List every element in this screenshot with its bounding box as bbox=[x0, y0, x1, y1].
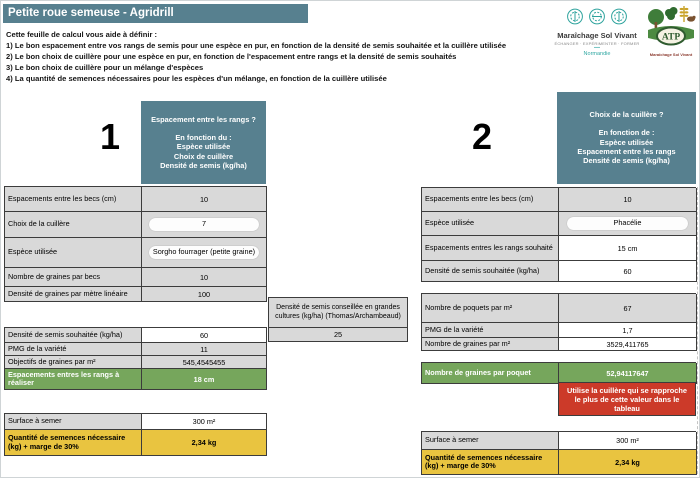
section2-input-table bbox=[421, 187, 696, 282]
row-value: 10 bbox=[142, 268, 267, 287]
densite-input[interactable]: 60 bbox=[142, 328, 267, 343]
result-label: Nombre de graines par poquet bbox=[422, 363, 559, 384]
row-label: Nombre de graines par becs bbox=[5, 268, 142, 287]
msv-logo-icon bbox=[565, 8, 629, 25]
row-label: Surface à semer bbox=[5, 414, 142, 430]
row-label: PMG de la variété bbox=[5, 343, 142, 356]
espacement-input[interactable]: 15 cm bbox=[559, 236, 697, 261]
row-label: Nombre de graines par m² bbox=[422, 338, 559, 351]
row-label: Espèce utilisée bbox=[422, 212, 559, 236]
section2-factor: Densité de semis (kg/ha) bbox=[583, 156, 670, 166]
sheet-title: Petite roue semeuse - Agridrill bbox=[3, 4, 308, 23]
intro-block bbox=[6, 31, 536, 86]
row-value: 100 bbox=[142, 287, 267, 302]
row-label: Densité de semis souhaitée (kg/ha) bbox=[422, 261, 559, 282]
row-label: Choix de la cuillère bbox=[5, 212, 142, 238]
msv-logo-region: Normandie bbox=[583, 51, 611, 57]
quantity-value: 2,34 kg bbox=[559, 450, 697, 475]
advice-note: Densité de semis conseillée en grandes cultures (kg/ha) (Thomas/Archambeaud) bbox=[268, 297, 408, 328]
quantity-label: Quantité de semences nécessaire (kg) + marge de 30% bbox=[5, 430, 142, 456]
print-area-edge bbox=[697, 187, 698, 474]
section1-factor: Choix de cuillère bbox=[173, 151, 234, 161]
section1-header-box bbox=[141, 101, 266, 184]
section1-number: 1 bbox=[100, 116, 121, 157]
section2-number: 2 bbox=[472, 116, 493, 157]
row-label: Espacements entre les becs (cm) bbox=[5, 187, 142, 212]
section2-basis: En fonction de : bbox=[598, 128, 655, 138]
row-label: Objectifs de graines par m² bbox=[5, 356, 142, 369]
advice-value: 25 bbox=[268, 327, 408, 342]
section1-quantity-table bbox=[4, 413, 267, 456]
cuillere-dropdown[interactable]: 7 bbox=[149, 218, 258, 230]
row-label: Densité de semis souhaitée (kg/ha) bbox=[5, 328, 142, 343]
msv-logo bbox=[548, 8, 646, 57]
row-label: Espèce utilisée bbox=[5, 238, 142, 268]
surface-input[interactable]: 300 m² bbox=[142, 414, 267, 430]
row-value: 11 bbox=[142, 343, 267, 356]
row-label: Espacements entre les becs (cm) bbox=[422, 188, 559, 212]
row-value bbox=[142, 212, 267, 238]
row-label: Nombre de poquets par m² bbox=[422, 294, 559, 323]
result-label: Espacements entres les rangs à réaliser bbox=[5, 369, 142, 390]
densite-input[interactable]: 60 bbox=[559, 261, 697, 282]
result-value: 18 cm bbox=[142, 369, 267, 390]
atp-logo-acronym: ATP bbox=[661, 32, 681, 43]
row-label: PMG de la variété bbox=[422, 323, 559, 338]
section1-input-table bbox=[4, 186, 267, 302]
intro-line: 4) La quantité de semences nécessaires pour les espèces d'un mélange, en fonction de la cuillère utilisée bbox=[6, 74, 387, 83]
intro-line: 3) Le bon choix de cuillère pour un mélange d'espèces bbox=[6, 63, 204, 72]
section1-factor: Densité de semis (kg/ha) bbox=[160, 160, 247, 170]
section1-factor: Espèce utilisée bbox=[176, 142, 231, 152]
msv-logo-tagline: ÉCHANGER · EXPÉRIMENTER · FORMER bbox=[554, 41, 640, 46]
section2-header-box bbox=[557, 92, 696, 184]
section2-calc-table bbox=[421, 293, 696, 351]
row-value: 3529,411765 bbox=[559, 338, 697, 351]
espece-dropdown[interactable]: Sorgho fourrager (petite graine) bbox=[149, 246, 258, 258]
msv-logo-name: Maraîchage Sol Vivant bbox=[557, 31, 637, 40]
result-value: 52,94117647 bbox=[559, 363, 697, 384]
row-value: 10 bbox=[559, 188, 697, 212]
section2-factor: Espacement entre les rangs bbox=[577, 147, 676, 156]
intro-line: 1) Le bon espacement entre vos rangs de semis pour une espèce en pur, en fonction de la densité de semis souhaitée et la cuillère utilisée bbox=[6, 41, 507, 50]
intro-line: 2) Le bon choix de cuillère pour une espèce en pur, en fonction de l'espacement entre rangs et la densité de semis souhaités bbox=[6, 52, 457, 61]
atp-logo-caption: Maraîchage Sol Vivant bbox=[649, 52, 693, 57]
surface-input[interactable]: 300 m² bbox=[559, 432, 697, 450]
row-label: Densité de graines par mètre linéaire bbox=[5, 287, 142, 302]
row-label: Surface à semer bbox=[422, 432, 559, 450]
section1-question: Espacement entre les rangs ? bbox=[151, 114, 256, 124]
row-label: Espacements entres les rangs souhaité bbox=[422, 236, 559, 261]
quantity-label: Quantité de semences nécessaire (kg) + marge de 30% bbox=[422, 450, 559, 475]
section1-basis: En fonction du : bbox=[175, 132, 232, 142]
pmg-input[interactable]: 1,7 bbox=[559, 323, 697, 338]
cuillere-hint: Utilise la cuillère qui se rapproche le plus de cette valeur dans le tableau bbox=[558, 382, 696, 416]
section2-factor: Espèce utilisée bbox=[599, 137, 654, 147]
row-value: 10 bbox=[142, 187, 267, 212]
section2-result-table bbox=[421, 362, 696, 384]
section2-quantity-table bbox=[421, 431, 696, 475]
msv-logo-divider: — bbox=[594, 45, 600, 51]
intro-heading: Cette feuille de calcul vous aide à définir : bbox=[6, 30, 158, 39]
row-value: 545,4545455 bbox=[142, 356, 267, 369]
row-value: 67 bbox=[559, 294, 697, 323]
espece-dropdown[interactable]: Phacélie bbox=[567, 217, 688, 229]
row-value bbox=[142, 238, 267, 268]
row-value bbox=[559, 212, 697, 236]
section1-calc-table bbox=[4, 327, 267, 390]
atp-logo-icon bbox=[646, 4, 696, 47]
quantity-value: 2,34 kg bbox=[142, 430, 267, 456]
section2-question: Choix de la cuillère ? bbox=[589, 110, 664, 120]
atp-logo bbox=[645, 4, 697, 57]
